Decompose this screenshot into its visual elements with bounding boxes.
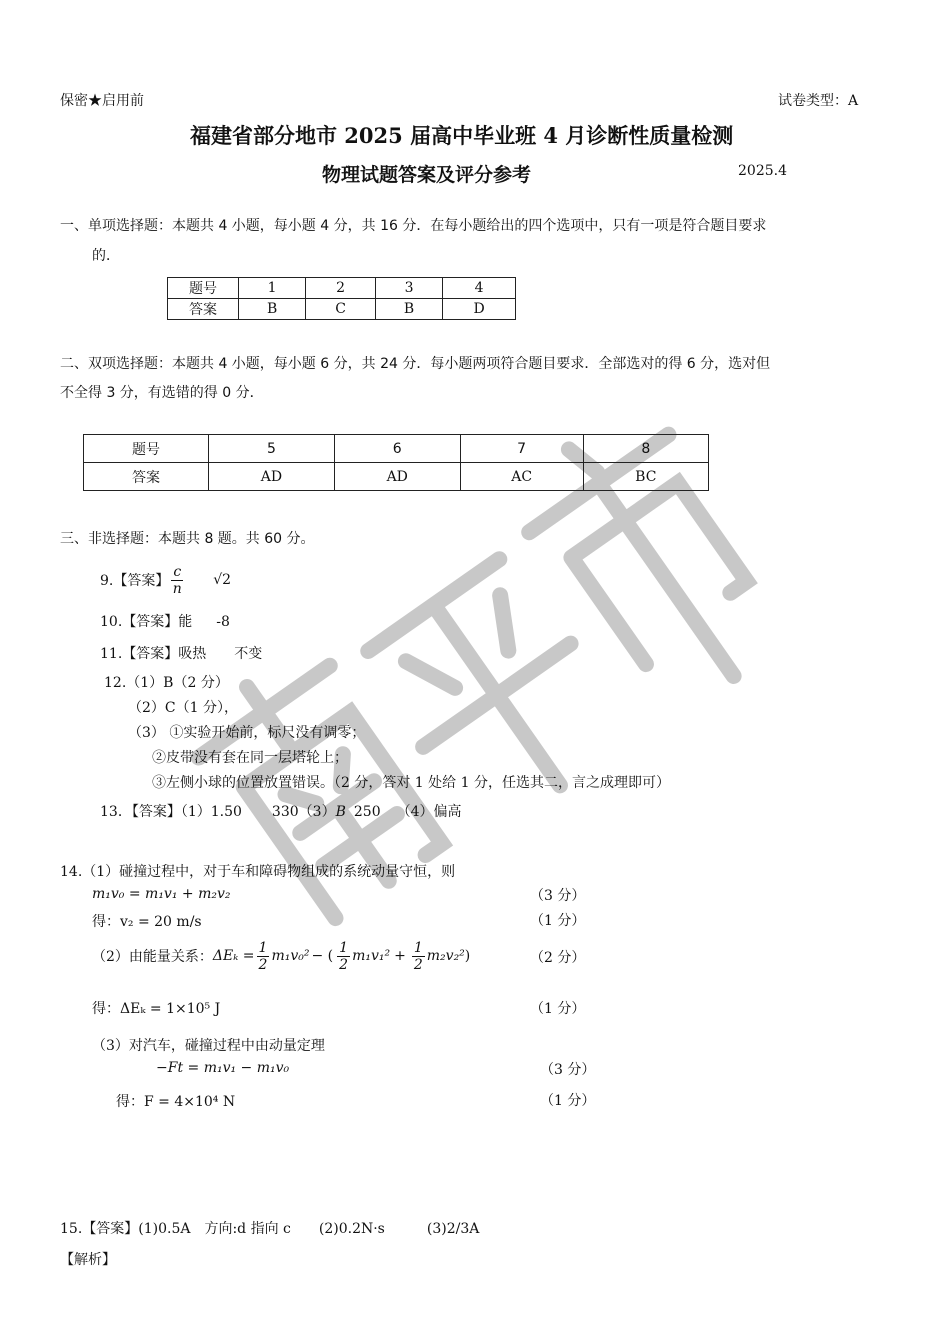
eq2-term1: m₁v₀² [271,948,310,964]
q10-a1: 能 [178,614,193,630]
q14-r1: v₂ = 20 m/s [120,914,202,930]
q13-p3-var: B [335,804,346,820]
q10-a2: -8 [216,614,230,630]
q12-line1: 12.（1）B（2 分） [104,675,229,691]
q14-part3: （3）对汽车，碰撞过程中由动量定理 [92,1038,325,1054]
table-cell: C [306,299,376,320]
q13-p1: （1）1.50 [180,804,242,820]
q13-p3-val: 250 [353,804,381,820]
half-fraction: $\frac{1}{2}$ [413,939,423,973]
q14-eq1: m₁v₀ = m₁v₁ + m₂v₂ [92,886,231,902]
eq2-op: − ( [311,948,334,964]
secret-label: 保密★启用前 [60,93,144,109]
q14-eq1-score: （3 分） [530,888,586,904]
q14-r2-label: 得： [92,1001,120,1017]
row-label: 答案 [168,299,239,320]
table-cell: 7 [460,435,583,463]
section2-heading: 二、双项选择题：本题共 4 小题，每小题 6 分，共 24 分．每小题两项符合题目要求．全部选对的得 6 分，选对但 [60,356,771,372]
row-label: 答案 [84,463,209,491]
page-title: 福建省部分地市 2025 届高中毕业班 4 月诊断性质量检测 [190,123,734,148]
q14-r1-score: （1 分） [530,913,586,929]
section1-heading: 一、单项选择题：本题共 4 小题，每小题 4 分，共 16 分．在每小题给出的四个选项中，只有一项是符合题目要求 [60,218,767,234]
table-cell: AC [460,463,583,491]
q14-result2 [92,998,220,1018]
half-fraction: $\frac{1}{2}$ [339,939,349,973]
q14-eq2-score: （2 分） [530,950,586,966]
q14-r3: F = 4×10⁴ N [144,1094,236,1110]
q11-prefix: 11.【答案】 [100,646,179,662]
q11-answer [100,643,262,663]
q11-a1: 吸热 [178,646,207,662]
section1-heading-cont: 的． [92,248,120,264]
table-cell: 4 [443,278,516,299]
paper-type: 试卷类型：A [778,93,859,109]
q14-eq2 [92,935,470,977]
watermark-text: 南平市 [460,935,463,936]
section3-heading: 三、非选择题：本题共 8 题。共 60 分。 [60,531,315,547]
q10-answer [100,611,230,631]
table-cell: AD [334,463,460,491]
q14-eq3-score: （3 分） [540,1062,596,1078]
q10-prefix: 10.【答案】 [100,614,179,630]
q12-line4: ②皮带没有套在同一层塔轮上； [152,750,348,766]
q14-result3 [116,1091,235,1111]
q12-line5: ③左侧小球的位置放置错误。（2 分，答对 1 处给 1 分，任选其二，言之成理即可） [152,775,670,791]
q14-intro: 14.（1）碰撞过程中，对于车和障碍物组成的系统动量守恒，则 [60,864,456,880]
eq2-op: ) [464,948,471,964]
q9-answer [100,560,231,600]
table-cell: BC [583,463,708,491]
q9-fraction [171,564,183,597]
section1-table [167,277,516,320]
q12-line3: （3） ①实验开始前，标尺没有调零； [128,725,366,741]
q9-answer2: √2 [213,572,232,588]
q14-eq2-lhs: ΔEₖ = [212,948,255,964]
table-cell: B [239,299,306,320]
q15-answer: 15.【答案】(1)0.5A 方向:d 指向 c (2)0.2N·s (3)2/3A [60,1221,480,1237]
q13-prefix: 13．【答案】 [100,804,181,820]
q13-answer [100,801,462,821]
q13-p3: （3） [298,804,336,820]
table-cell: AD [209,463,335,491]
q9-frac-num: c [173,563,182,580]
half-fraction: $\frac{1}{2}$ [258,939,268,973]
q11-a2: 不变 [234,646,263,662]
table-cell: B [375,299,442,320]
q14-r3-label: 得： [116,1094,144,1110]
q12-line2: （2）C（1 分）， [128,700,238,716]
row-label: 题号 [84,435,209,463]
table-cell: 6 [334,435,460,463]
table-cell: 3 [375,278,442,299]
section2-table [83,434,709,491]
table-cell: 1 [239,278,306,299]
q14-r2: ΔEₖ = 1×10⁵ J [120,1001,221,1017]
q9-prefix: 9.【答案】 [100,573,170,589]
q14-r3-score: （1 分） [540,1093,596,1109]
q15-analysis: 【解析】 [60,1252,116,1268]
eq2-op: + [394,948,406,964]
eq2-term2: m₁v₁² [352,948,391,964]
section2-heading-cont: 不全得 3 分，有选错的得 0 分． [60,385,264,401]
table-cell: 8 [583,435,708,463]
page-subtitle: 物理试题答案及评分参考 [322,164,532,186]
row-label: 题号 [168,278,239,299]
q13-p4: （4）偏高 [396,804,462,820]
table-cell: D [443,299,516,320]
table-cell: 5 [209,435,335,463]
q13-p2: 330 [271,804,299,820]
q14-result1 [92,911,202,931]
q9-frac-den: n [172,580,182,597]
eq2-term3: m₂v₂² [426,948,465,964]
q14-r2-score: （1 分） [530,1001,586,1017]
table-cell: 2 [306,278,376,299]
q14-p2-label: （2）由能量关系： [92,949,213,965]
q14-r1-label: 得： [92,914,120,930]
exam-date: 2025.4 [738,163,787,179]
q14-eq3: −Ft = m₁v₁ − m₁v₀ [156,1060,290,1076]
